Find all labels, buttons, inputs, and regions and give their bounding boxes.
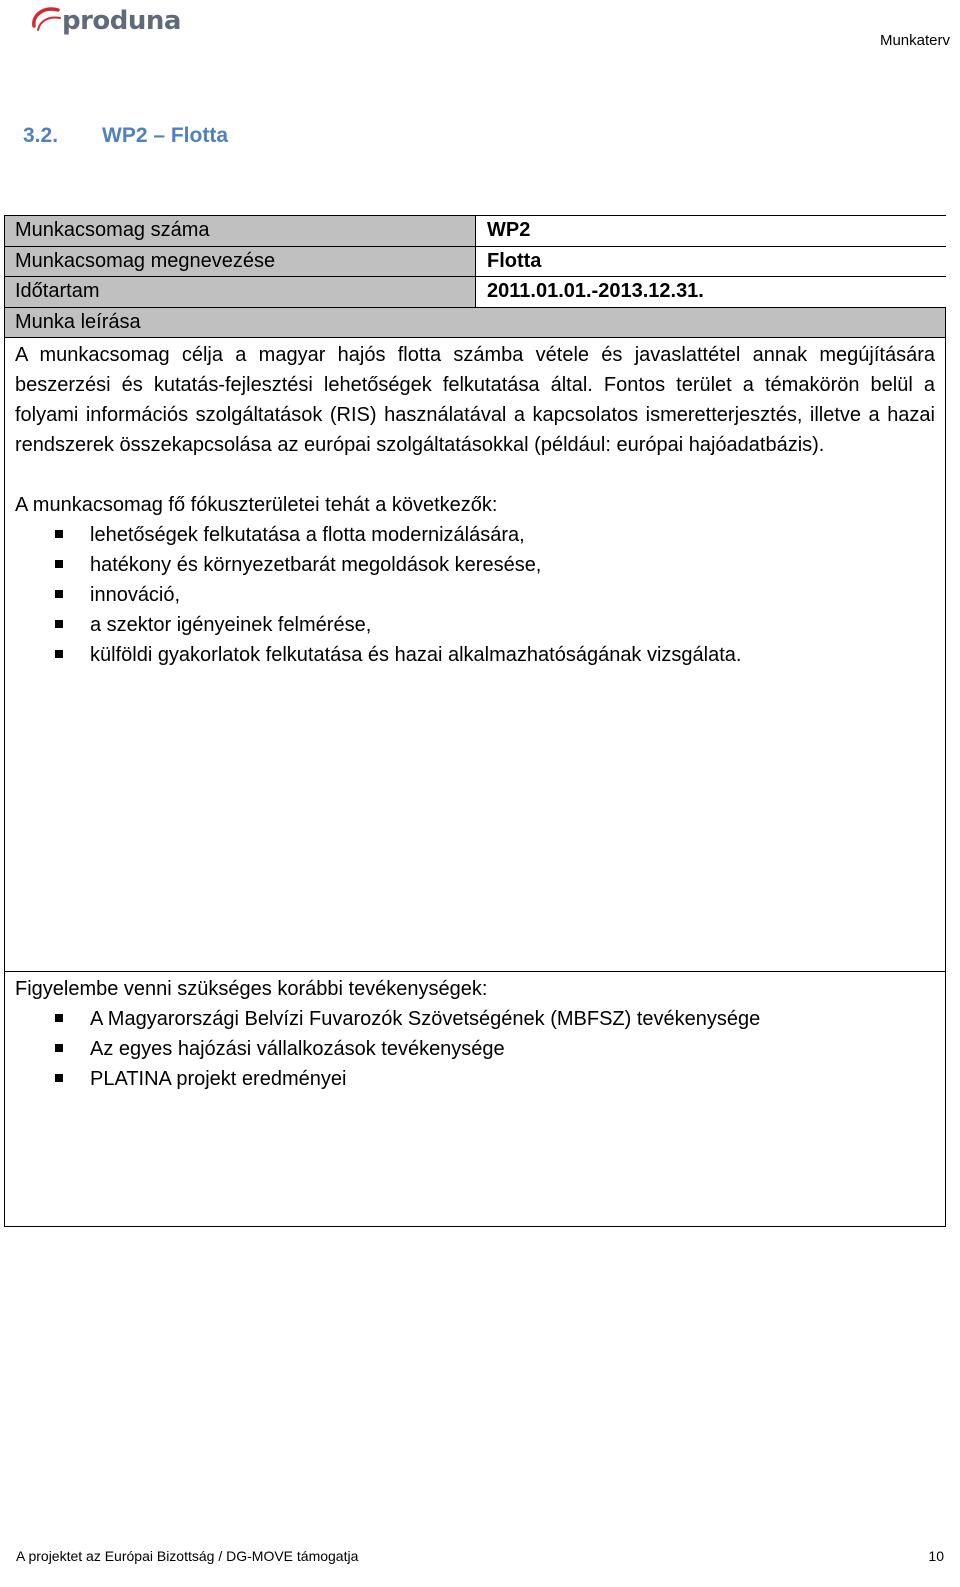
list-item-text: PLATINA projekt eredményei xyxy=(90,1068,347,1090)
description-cell xyxy=(5,338,945,972)
table-row xyxy=(5,277,945,308)
list-item-text: A Magyarországi Belvízi Fuvarozók Szövetségének (MBFSZ) tevékenysége xyxy=(90,1008,761,1030)
description-header: Munka leírása xyxy=(15,311,141,333)
document-title: Munkaterv xyxy=(879,32,950,49)
produna-logo xyxy=(28,4,181,36)
list-item xyxy=(15,640,935,670)
list-item xyxy=(15,1034,935,1064)
row-label: Időtartam xyxy=(15,280,100,302)
description-paragraph: A munkacsomag célja a magyar hajós flotta számba vétele és javaslattétel annak megújítására beszerzési és kutatás-fejlesztési lehetőségek felkutatása által. Fontos terület a témakörön belül a folyami információs szolgáltatások (RIS) használatával a kapcsolatos ismeretterjesztés, illetve a hazai rendszerek összekapcsolása az európai szolgáltatásokkal (például: európai hajóadatbázis). xyxy=(15,344,935,456)
page-number: 10 xyxy=(928,1548,944,1564)
section-title: WP2 – Flotta xyxy=(102,124,229,147)
list-item-text: a szektor igényeinek felmérése, xyxy=(90,614,372,636)
table-row xyxy=(5,247,945,277)
bullet-square-icon xyxy=(55,590,63,598)
previous-intro: Figyelembe venni szükséges korábbi tevékenységek: xyxy=(15,978,488,1000)
focus-list xyxy=(15,520,935,670)
row-label: Munkacsomag megnevezése xyxy=(15,250,276,272)
bullet-square-icon xyxy=(55,1044,63,1052)
bullet-square-icon xyxy=(55,650,63,658)
work-package-table xyxy=(4,215,946,1227)
section-number: 3.2. xyxy=(23,124,59,147)
row-label: Munkacsomag száma xyxy=(15,219,210,241)
list-item xyxy=(15,550,935,580)
list-item-text: lehetőségek felkutatása a flotta modernizálására, xyxy=(90,524,525,546)
logo-text: produna xyxy=(62,6,181,36)
list-item-text: hatékony és környezetbarát megoldások keresése, xyxy=(90,554,542,576)
list-item xyxy=(15,520,935,550)
section-heading xyxy=(23,124,228,148)
list-item-text: külföldi gyakorlatok felkutatása és hazai alkalmazhatóságának vizsgálata. xyxy=(90,644,742,666)
list-item-text: Az egyes hajózási vállalkozások tevékenysége xyxy=(90,1038,505,1060)
list-item xyxy=(15,1004,935,1034)
bullet-square-icon xyxy=(55,560,63,568)
bullet-square-icon xyxy=(55,1014,63,1022)
table-row xyxy=(5,216,945,247)
previous-activities-cell xyxy=(5,972,945,1226)
bullet-square-icon xyxy=(55,1074,63,1082)
list-item xyxy=(15,610,935,640)
focus-intro: A munkacsomag fő fókuszterületei tehát a következők: xyxy=(15,494,498,516)
row-value: WP2 xyxy=(487,219,531,241)
previous-list xyxy=(15,1004,935,1094)
value-cell xyxy=(475,216,946,246)
value-cell xyxy=(475,247,946,276)
list-item-text: innováció, xyxy=(90,584,181,606)
bullet-square-icon xyxy=(55,530,63,538)
list-item xyxy=(15,580,935,610)
row-value: 2011.01.01.-2013.12.31. xyxy=(487,280,704,302)
description-header-row xyxy=(5,308,945,338)
footer-text: A projektet az Európai Bizottság / DG-MOVE támogatja xyxy=(16,1548,359,1564)
bullet-square-icon xyxy=(55,620,63,628)
row-value: Flotta xyxy=(487,250,542,272)
list-item xyxy=(15,1064,935,1094)
